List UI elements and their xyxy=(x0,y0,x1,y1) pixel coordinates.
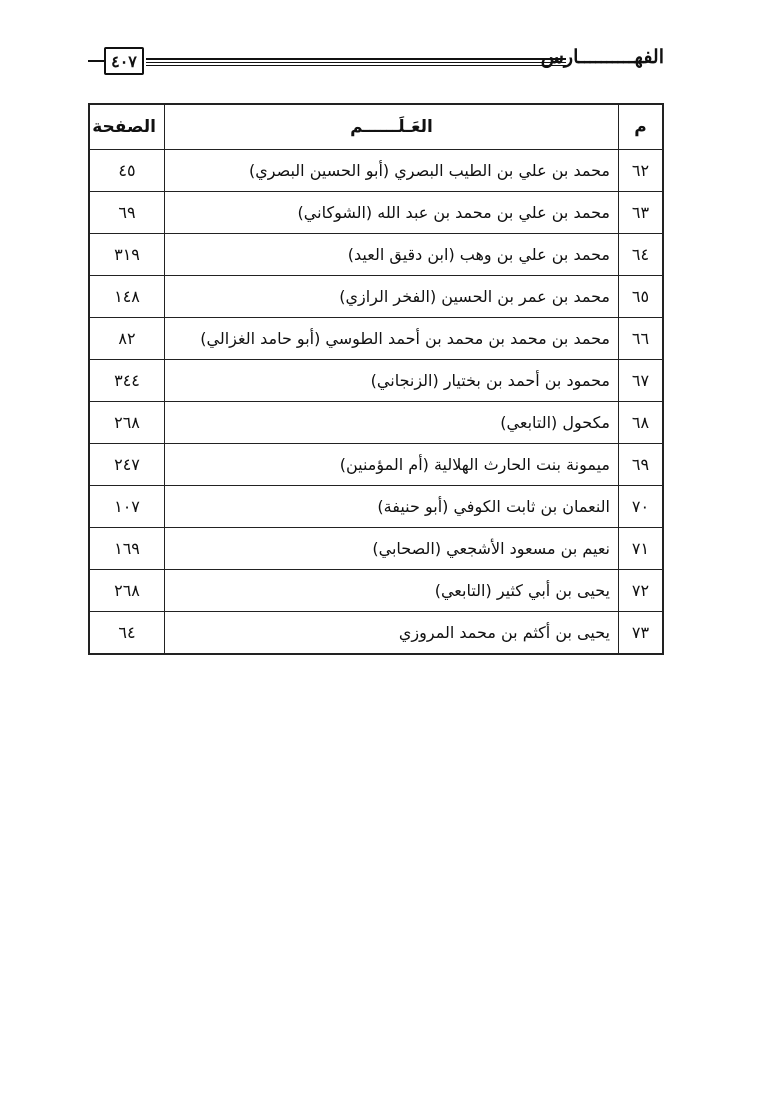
table-row xyxy=(89,192,663,234)
row-number: ٦٩ xyxy=(619,444,664,486)
table-row xyxy=(89,444,663,486)
row-number: ٧٢ xyxy=(619,570,664,612)
table-header-row xyxy=(89,104,663,150)
table-row xyxy=(89,570,663,612)
row-name: يحيى بن أكثم بن محمد المروزي xyxy=(165,612,619,655)
row-name: النعمان بن ثابت الكوفي (أبو حنيفة) xyxy=(165,486,619,528)
header-rule xyxy=(146,58,566,66)
table-row xyxy=(89,150,663,192)
header-rule-tick xyxy=(88,60,104,62)
table-row xyxy=(89,276,663,318)
row-name: نعيم بن مسعود الأشجعي (الصحابي) xyxy=(165,528,619,570)
table-row xyxy=(89,612,663,655)
row-number: ٦٣ xyxy=(619,192,664,234)
row-name: محمد بن علي بن محمد بن عبد الله (الشوكاني) xyxy=(165,192,619,234)
row-page: ٨٢ xyxy=(89,318,165,360)
row-number: ٧٠ xyxy=(619,486,664,528)
row-number: ٦٢ xyxy=(619,150,664,192)
table-row xyxy=(89,528,663,570)
row-page: ٢٦٨ xyxy=(89,402,165,444)
index-table xyxy=(88,103,664,655)
row-name: محمد بن عمر بن الحسين (الفخر الرازي) xyxy=(165,276,619,318)
table-row xyxy=(89,402,663,444)
row-number: ٧٣ xyxy=(619,612,664,655)
row-number: ٦٧ xyxy=(619,360,664,402)
table-row xyxy=(89,318,663,360)
row-page: ٢٦٨ xyxy=(89,570,165,612)
row-page: ١٦٩ xyxy=(89,528,165,570)
row-page: ١٤٨ xyxy=(89,276,165,318)
row-page: ٦٤ xyxy=(89,612,165,655)
row-name: محمود بن أحمد بن بختيار (الزنجاني) xyxy=(165,360,619,402)
row-name: مكحول (التابعي) xyxy=(165,402,619,444)
row-name: يحيى بن أبي كثير (التابعي) xyxy=(165,570,619,612)
row-name: محمد بن علي بن الطيب البصري (أبو الحسين البصري) xyxy=(165,150,619,192)
table-row xyxy=(89,486,663,528)
row-name: ميمونة بنت الحارث الهلالية (أم المؤمنين) xyxy=(165,444,619,486)
row-page: ٦٩ xyxy=(89,192,165,234)
row-number: ٦٦ xyxy=(619,318,664,360)
row-page: ٢٤٧ xyxy=(89,444,165,486)
page-title: الفهــــــــــارس xyxy=(540,46,664,68)
row-page: ٣١٩ xyxy=(89,234,165,276)
column-header-page: الصفحة xyxy=(89,104,165,150)
column-header-name: العَـلَــــــم xyxy=(165,104,619,150)
row-page: ٣٤٤ xyxy=(89,360,165,402)
row-page: ١٠٧ xyxy=(89,486,165,528)
table-row xyxy=(89,360,663,402)
row-name: محمد بن علي بن وهب (ابن دقيق العيد) xyxy=(165,234,619,276)
row-page: ٤٥ xyxy=(89,150,165,192)
row-name: محمد بن محمد بن محمد بن أحمد الطوسي (أبو حامد الغزالي) xyxy=(165,318,619,360)
table-row xyxy=(89,234,663,276)
column-header-number: م xyxy=(619,104,664,150)
row-number: ٧١ xyxy=(619,528,664,570)
row-number: ٦٥ xyxy=(619,276,664,318)
page-number: ٤٠٧ xyxy=(104,47,144,75)
row-number: ٦٤ xyxy=(619,234,664,276)
row-number: ٦٨ xyxy=(619,402,664,444)
page-header xyxy=(88,42,664,78)
